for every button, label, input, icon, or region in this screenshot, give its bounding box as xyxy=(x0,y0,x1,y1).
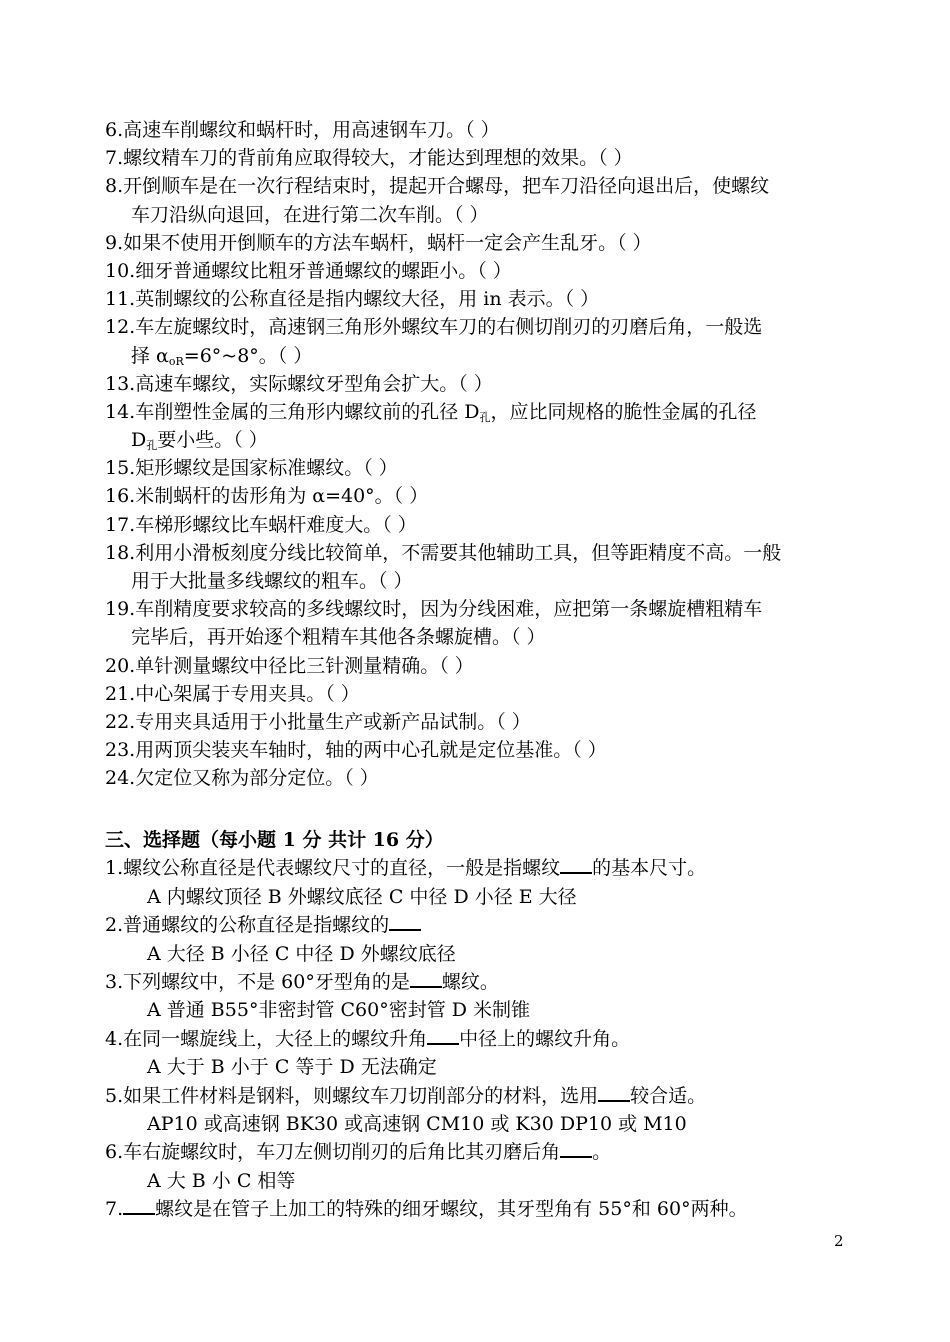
choice-options-4: A 大于 B 小于 C 等于 D 无法确定 xyxy=(147,1056,437,1079)
question-12-continued xyxy=(105,342,855,370)
choice-question-4 xyxy=(105,1025,855,1053)
question-8-continued: 车刀沿纵向退回，在进行第二次车削。（ ） xyxy=(131,203,489,226)
cq5-stem: 5.如果工件材料是钢料，则螺纹车刀切削部分的材料，选用 xyxy=(105,1084,599,1107)
q12-cont-pre: 择 α xyxy=(131,344,169,367)
question-23: 23.用两顶尖装夹车轴时，轴的两中心孔就是定位基准。（ ） xyxy=(105,739,607,762)
cq6-stem: 6.车右旋螺纹时，车刀左侧切削刃的后角比其刃磨后角 xyxy=(105,1141,561,1164)
multiple-choice-section xyxy=(105,826,855,1223)
answer-blank xyxy=(427,1025,459,1045)
question-22: 22.专用夹具适用于小批量生产或新产品试制。（ ） xyxy=(105,710,531,733)
question-14 xyxy=(105,398,855,426)
question-13: 13.高速车螺纹，实际螺纹牙型角会扩大。（ ） xyxy=(105,372,493,395)
question-20: 20.单针测量螺纹中径比三针测量精确。（ ） xyxy=(105,654,474,677)
answer-blank xyxy=(560,854,592,874)
page-number: 2 xyxy=(834,1232,844,1250)
question-18: 18.利用小滑板刻度分线比较简单，不需要其他辅助工具，但等距精度不高。一般 xyxy=(105,541,782,564)
choice-question-5 xyxy=(105,1082,855,1110)
choice-question-3 xyxy=(105,968,855,996)
answer-blank xyxy=(389,911,421,931)
true-false-questions xyxy=(105,116,855,793)
question-21: 21.中心架属于专用夹具。（ ） xyxy=(105,682,360,705)
choice-question-6 xyxy=(105,1138,855,1166)
question-16: 16.米制蜗杆的齿形角为 α=40°。（ ） xyxy=(105,485,429,508)
q14-cont-post: 要小些。（ ） xyxy=(157,429,268,452)
choice-options-1: A 内螺纹顶径 B 外螺纹底径 C 中径 D 小径 E 大径 xyxy=(147,885,577,908)
cq3-tail: 螺纹。 xyxy=(441,970,499,993)
choice-options-6: A 大 B 小 C 相等 xyxy=(147,1169,296,1192)
cq1-tail: 的基本尺寸。 xyxy=(592,857,707,880)
cq3-stem: 3.下列螺纹中，不是 60°牙型角的是 xyxy=(105,970,410,993)
question-17: 17.车梯形螺纹比车蜗杆难度大。（ ） xyxy=(105,513,417,536)
question-15: 15.矩形螺纹是国家标准螺纹。（ ） xyxy=(105,457,398,480)
answer-blank xyxy=(560,1138,592,1158)
question-9: 9.如果不使用开倒顺车的方法车蜗杆，蜗杆一定会产生乱牙。（ ） xyxy=(105,231,652,254)
q14-pre: 14.车削塑性金属的三角形内螺纹前的孔径 D xyxy=(105,400,480,423)
question-10: 10.细牙普通螺纹比粗牙普通螺纹的螺距小。（ ） xyxy=(105,259,512,282)
question-19-continued: 完毕后，再开始逐个粗精车其他各条螺旋槽。（ ） xyxy=(131,626,546,649)
q12-cont-sub: oR xyxy=(168,354,184,368)
question-12: 12.车左旋螺纹时，高速钢三角形外螺纹车刀的右侧切削刃的刃磨后角，一般选 xyxy=(105,316,763,339)
answer-blank xyxy=(598,1082,630,1102)
cq1-stem: 1.螺纹公称直径是代表螺纹尺寸的直径，一般是指螺纹 xyxy=(105,857,561,880)
section-title: 三、选择题（每小题 1 分 共计 16 分） xyxy=(105,829,444,851)
q14-cont-sub: 孔 xyxy=(146,439,158,453)
answer-blank xyxy=(123,1195,155,1215)
cq7-stem: 7. xyxy=(105,1198,124,1221)
cq6-tail: 。 xyxy=(592,1141,612,1164)
question-19: 19.车削精度要求较高的多线螺纹时，因为分线困难，应把第一条螺旋槽粗精车 xyxy=(105,598,763,621)
cq5-tail: 较合适。 xyxy=(630,1084,707,1107)
choice-options-5: AP10 或高速钢 BK30 或高速钢 CM10 或 K30 DP10 或 M10 xyxy=(147,1112,687,1135)
cq2-stem: 2.普通螺纹的公称直径是指螺纹的 xyxy=(105,914,390,937)
choice-options-3: A 普通 B55°非密封管 C60°密封管 D 米制锥 xyxy=(147,999,531,1022)
cq4-tail: 中径上的螺纹升角。 xyxy=(459,1027,631,1050)
cq4-stem: 4.在同一螺旋线上，大径上的螺纹升角 xyxy=(105,1027,428,1050)
q12-cont-post: =6°~8°。（ ） xyxy=(183,344,313,367)
choice-question-1 xyxy=(105,854,855,882)
question-7: 7.螺纹精车刀的背前角应取得较大，才能达到理想的效果。（ ） xyxy=(105,147,633,170)
cq7-tail: 螺纹是在管子上加工的特殊的细牙螺纹，其牙型角有 55°和 60°两种。 xyxy=(155,1198,748,1221)
q14-sub: 孔 xyxy=(479,410,491,424)
q14-post: ，应比同规格的脆性金属的孔径 xyxy=(490,400,757,423)
question-8: 8.开倒顺车是在一次行程结束时，提起开合螺母，把车刀沿径向退出后，使螺纹 xyxy=(105,175,770,198)
question-18-continued: 用于大批量多线螺纹的粗车。（ ） xyxy=(131,570,413,592)
question-11: 11.英制螺纹的公称直径是指内螺纹大径，用 in 表示。（ ） xyxy=(105,288,600,311)
question-24: 24.欠定位又称为部分定位。（ ） xyxy=(105,767,379,790)
q14-cont-pre: D xyxy=(131,429,147,452)
choice-options-2: A 大径 B 小径 C 中径 D 外螺纹底径 xyxy=(147,942,456,965)
choice-question-7 xyxy=(105,1195,855,1223)
question-14-continued xyxy=(105,426,855,454)
question-6: 6.高速车削螺纹和蜗杆时，用高速钢车刀。（ ） xyxy=(105,119,500,141)
choice-question-2 xyxy=(105,911,855,939)
answer-blank xyxy=(410,968,442,988)
